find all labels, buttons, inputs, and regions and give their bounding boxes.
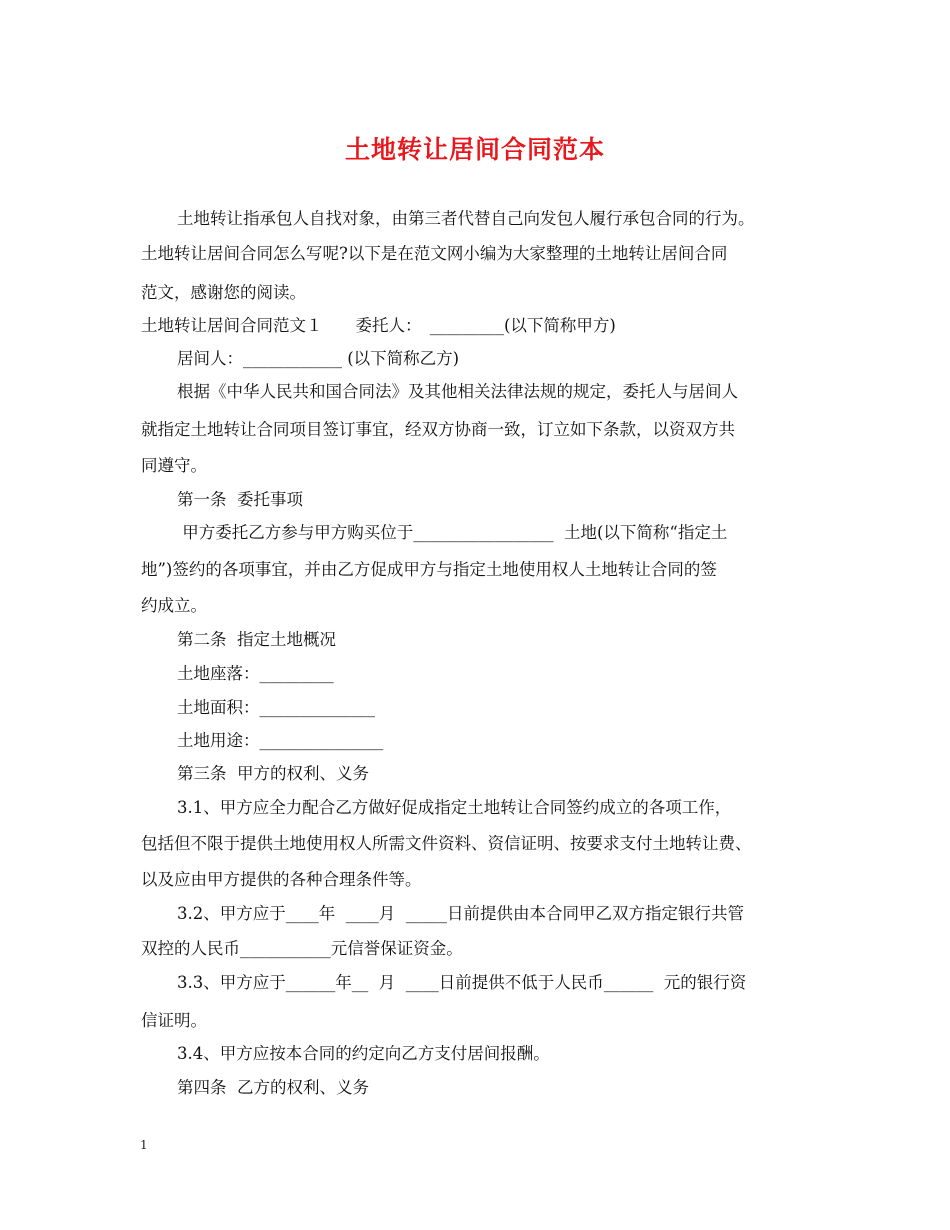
form-field-line: 土地面积：______________ — [177, 698, 375, 717]
paragraph-line: 甲方委托乙方参与甲方购买位于_________________ 土地(以下简称“指定土 — [177, 523, 728, 542]
section-heading: 第四条 乙方的权利、义务 — [177, 1078, 369, 1097]
page-number: 1 — [140, 1138, 148, 1152]
paragraph-line: 3.2、甲方应于____年 ____月 _____日前提供由本合同甲乙双方指定银行共管 — [177, 904, 744, 923]
section-heading: 第一条 委托事项 — [177, 490, 303, 509]
paragraph-line: 双控的人民币___________元信誉保证资金。 — [141, 939, 463, 958]
paragraph-line: 信证明。 — [141, 1011, 207, 1030]
paragraph-line: 就指定土地转让合同项目签订事宜，经双方协商一致，订立如下条款，以资双方共 — [141, 420, 735, 439]
paragraph-line: 约成立。 — [141, 596, 207, 615]
paragraph-line: 3.1、甲方应全力配合乙方做好促成指定土地转让合同签约成立的各项工作， — [177, 798, 732, 817]
paragraph-line: 土地转让居间合同怎么写呢?以下是在范文网小编为大家整理的土地转让居间合同 — [141, 244, 728, 263]
form-field-line: 土地座落：_________ — [177, 664, 334, 683]
paragraph-line: 根据《中华人民共和国合同法》及其他相关法律法规的规定，委托人与居间人 — [177, 382, 738, 401]
section-heading: 第三条 甲方的权利、义务 — [177, 764, 369, 783]
paragraph-line: 土地转让指承包人自找对象，由第三者代替自己向发包人履行承包合同的行为。 — [177, 209, 755, 228]
paragraph-line: 包括但不限于提供土地使用权人所需文件资料、资信证明、按要求支付土地转让费、 — [141, 834, 752, 853]
paragraph-line: 范文，感谢您的阅读。 — [141, 283, 306, 302]
section-heading: 第二条 指定土地概况 — [177, 630, 336, 649]
document-title: 土地转让居间合同范本 — [344, 135, 605, 164]
paragraph-line: 土地转让居间合同范文１ 委托人： _________(以下简称甲方) — [141, 316, 616, 335]
paragraph-line: 3.4、甲方应按本合同的约定向乙方支付居间报酬。 — [177, 1044, 550, 1063]
paragraph-line: 以及应由甲方提供的各种合理条件等。 — [141, 870, 422, 889]
form-field-line: 土地用途：_______________ — [177, 731, 384, 750]
paragraph-line: 地”)签约的各项事宜，并由乙方促成甲方与指定土地使用权人土地转让合同的签 — [141, 560, 717, 579]
paragraph-line: 居间人：____________ (以下简称乙方) — [177, 349, 460, 368]
paragraph-line: 3.3、甲方应于______年__ 月 ____日前提供不低于人民币______ 元的银行资 — [177, 973, 747, 992]
paragraph-line: 同遵守。 — [141, 456, 207, 475]
